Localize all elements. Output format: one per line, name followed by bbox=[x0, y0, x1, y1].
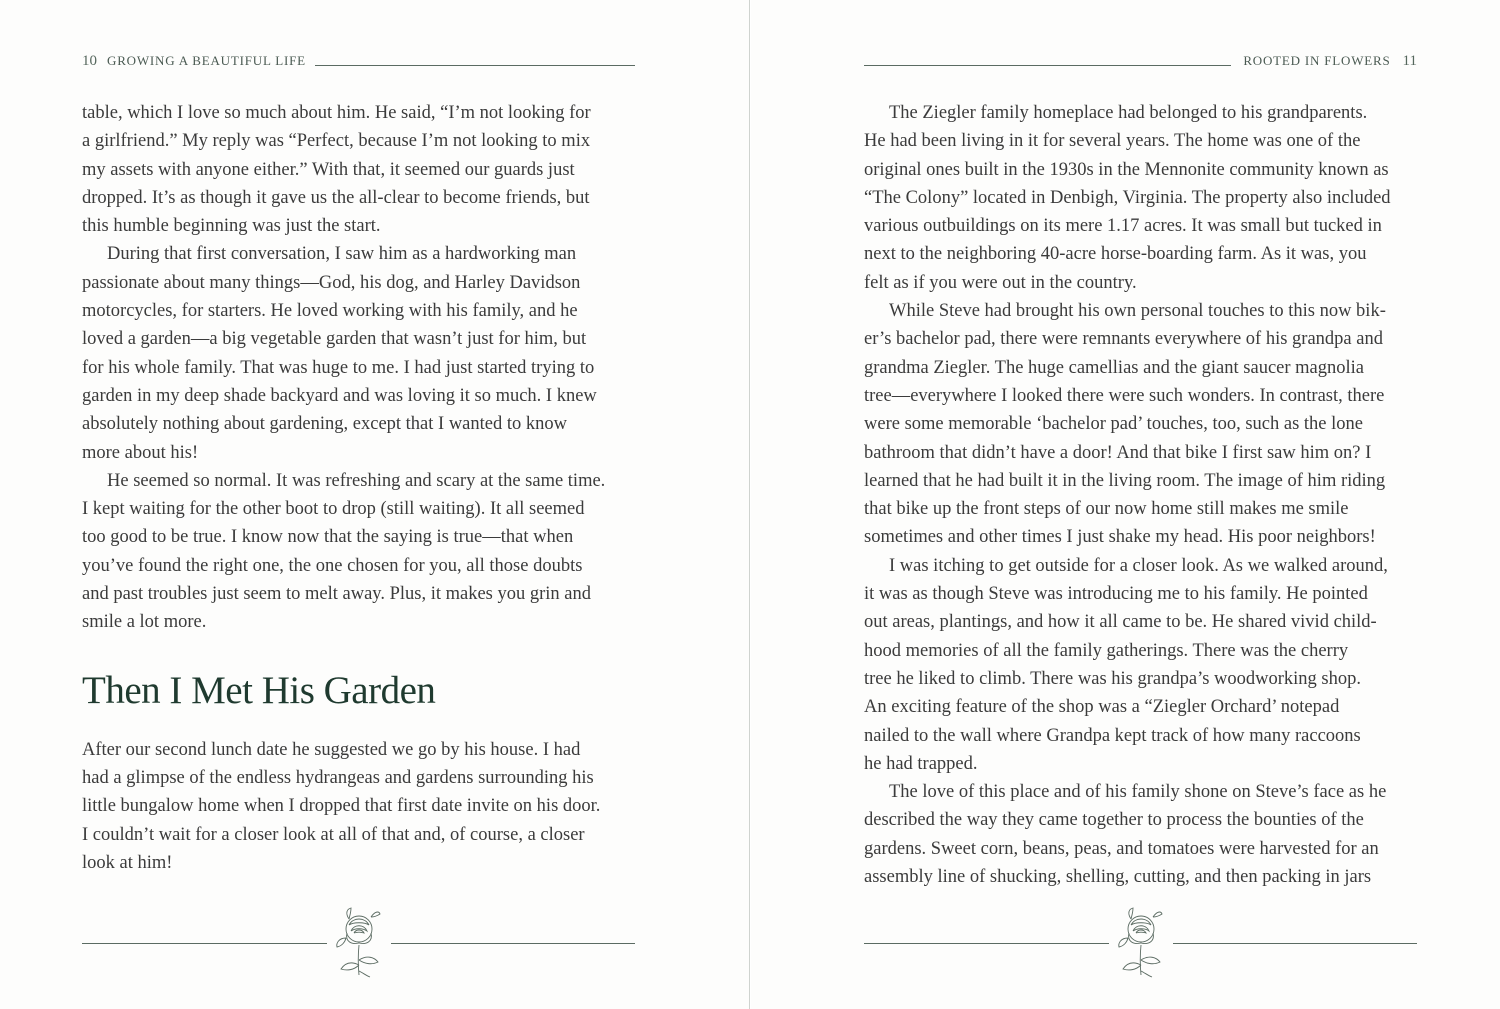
text-line: out areas, plantings, and how it all came to be. He shared vivid child- bbox=[864, 612, 1377, 633]
text-line: assembly line of shucking, shelling, cutting, and then packing in jars bbox=[864, 867, 1372, 888]
text-line: nailed to the wall where Grandpa kept track of how many raccoons bbox=[864, 725, 1361, 746]
text-line: this humble beginning was just the start. bbox=[82, 216, 381, 237]
rose-flower-icon bbox=[327, 905, 391, 980]
text-line: hood memories of all the family gatherings. There was the cherry bbox=[864, 640, 1349, 661]
text-line: for his whole family. That was huge to me. I had just started trying to bbox=[82, 357, 595, 378]
text-line: described the way they came together to process the bounties of the bbox=[864, 810, 1364, 831]
rose-flower-icon bbox=[1109, 905, 1173, 980]
book-gutter bbox=[749, 0, 750, 1009]
text-line: you’ve found the right one, the one chosen for you, all those doubts bbox=[82, 555, 583, 576]
left-footer-ornament bbox=[82, 905, 635, 980]
left-running-head bbox=[82, 50, 635, 72]
text-line: During that first conversation, I saw him as a hardworking man bbox=[107, 244, 577, 265]
text-line: original ones built in the 1930s in the Mennonite community known as bbox=[864, 159, 1389, 180]
paragraph bbox=[82, 736, 642, 877]
text-line: that bike up the front steps of our now home still makes me smile bbox=[864, 499, 1349, 520]
text-line: I was itching to get outside for a closer look. As we walked around, bbox=[889, 555, 1388, 576]
text-line: my assets with anyone either.” With that, it seemed our guards just bbox=[82, 159, 575, 180]
right-page-number: 11 bbox=[1402, 52, 1417, 69]
text-line: I couldn’t wait for a closer look at all of that and, of course, a closer bbox=[82, 824, 585, 845]
text-line: tree he liked to climb. There was his grandpa’s woodworking shop. bbox=[864, 668, 1361, 689]
text-line: The Ziegler family homeplace had belonged to his grandparents. bbox=[889, 103, 1368, 123]
right-running-title: ROOTED IN FLOWERS bbox=[1243, 53, 1391, 68]
text-line: little bungalow home when I dropped that first date invite on his door. bbox=[82, 796, 601, 817]
text-line: next to the neighboring 40-acre horse-boarding farm. As it was, you bbox=[864, 244, 1367, 265]
paragraph bbox=[864, 99, 1424, 297]
text-line: look at him! bbox=[82, 852, 173, 873]
text-line: I kept waiting for the other boot to drop (still waiting). It all seemed bbox=[82, 499, 585, 520]
text-line: more about his! bbox=[82, 442, 199, 463]
text-line: table, which I love so much about him. He said, “I’m not looking for bbox=[82, 103, 591, 123]
text-line: garden in my deep shade backyard and was loving it so much. I knew bbox=[82, 385, 597, 406]
text-line: er’s bachelor pad, there were remnants everywhere of his grandpa and bbox=[864, 329, 1383, 350]
left-running-title: GROWING A BEAUTIFUL LIFE bbox=[107, 53, 306, 68]
ornament-rule-left bbox=[82, 943, 327, 944]
text-line: it was as though Steve was introducing me to his family. He pointed bbox=[864, 584, 1368, 605]
right-running-head bbox=[864, 50, 1417, 72]
text-line: loved a garden—a big vegetable garden that wasn’t just for him, but bbox=[82, 329, 587, 350]
text-line: too good to be true. I know now that the saying is true—that when bbox=[82, 527, 574, 548]
right-footer-ornament bbox=[864, 905, 1417, 980]
left-head-rule bbox=[315, 65, 635, 66]
text-line: An exciting feature of the shop was a “Ziegler Orchard’ notepad bbox=[864, 697, 1340, 718]
text-line: were some memorable ‘bachelor pad’ touches, too, such as the lone bbox=[864, 414, 1363, 435]
text-line: “The Colony” located in Denbigh, Virginia. The property also included bbox=[864, 187, 1391, 208]
text-line: The love of this place and of his family shone on Steve’s face as he bbox=[889, 782, 1387, 803]
text-line: absolutely nothing about gardening, except that I wanted to know bbox=[82, 414, 567, 435]
left-page-number: 10 bbox=[82, 52, 97, 69]
text-line: While Steve had brought his own personal touches to this now bik- bbox=[889, 301, 1386, 322]
right-head-rule bbox=[864, 65, 1231, 66]
paragraph bbox=[864, 297, 1424, 552]
paragraph bbox=[864, 778, 1424, 891]
text-line: motorcycles, for starters. He loved working with his family, and he bbox=[82, 301, 578, 322]
text-line: He had been living in it for several years. The home was one of the bbox=[864, 131, 1361, 152]
text-line: various outbuildings on its mere 1.17 acres. It was small but tucked in bbox=[864, 216, 1382, 237]
paragraph bbox=[82, 467, 642, 637]
text-line: passionate about many things—God, his dog, and Harley Davidson bbox=[82, 272, 581, 293]
right-page bbox=[751, 0, 1500, 1009]
text-line: sometimes and other times I just shake my head. His poor neighbors! bbox=[864, 527, 1376, 548]
text-line: bathroom that didn’t have a door! And that bike I first saw him on? I bbox=[864, 442, 1372, 463]
text-line: He seemed so normal. It was refreshing and scary at the same time. bbox=[107, 470, 606, 491]
ornament-rule-left bbox=[864, 943, 1109, 944]
ornament-rule-right bbox=[1173, 943, 1418, 944]
paragraph bbox=[82, 99, 642, 240]
text-line: had a glimpse of the endless hydrangeas and gardens surrounding his bbox=[82, 767, 594, 788]
left-body-text bbox=[82, 99, 642, 877]
text-line: grandma Ziegler. The huge camellias and the giant saucer magnolia bbox=[864, 357, 1364, 378]
text-line: and past troubles just seem to melt away. Plus, it makes you grin and bbox=[82, 584, 592, 605]
text-line: a girlfriend.” My reply was “Perfect, because I’m not looking to mix bbox=[82, 131, 591, 152]
right-body-text bbox=[864, 99, 1424, 891]
text-line: dropped. It’s as though it gave us the all-clear to become friends, but bbox=[82, 187, 590, 208]
text-line: felt as if you were out in the country. bbox=[864, 272, 1137, 293]
left-page bbox=[0, 0, 749, 1009]
text-line: learned that he had built it in the living room. The image of him riding bbox=[864, 470, 1386, 491]
text-line: gardens. Sweet corn, beans, peas, and tomatoes were harvested for an bbox=[864, 838, 1379, 859]
paragraph bbox=[82, 240, 642, 466]
text-line: smile a lot more. bbox=[82, 612, 207, 633]
section-heading: Then I Met His Garden bbox=[82, 668, 436, 712]
text-line: After our second lunch date he suggested we go by his house. I had bbox=[82, 739, 581, 760]
text-line: he had trapped. bbox=[864, 753, 978, 774]
ornament-rule-right bbox=[391, 943, 636, 944]
paragraph bbox=[864, 552, 1424, 778]
text-line: tree—everywhere I looked there were such wonders. In contrast, there bbox=[864, 385, 1385, 406]
